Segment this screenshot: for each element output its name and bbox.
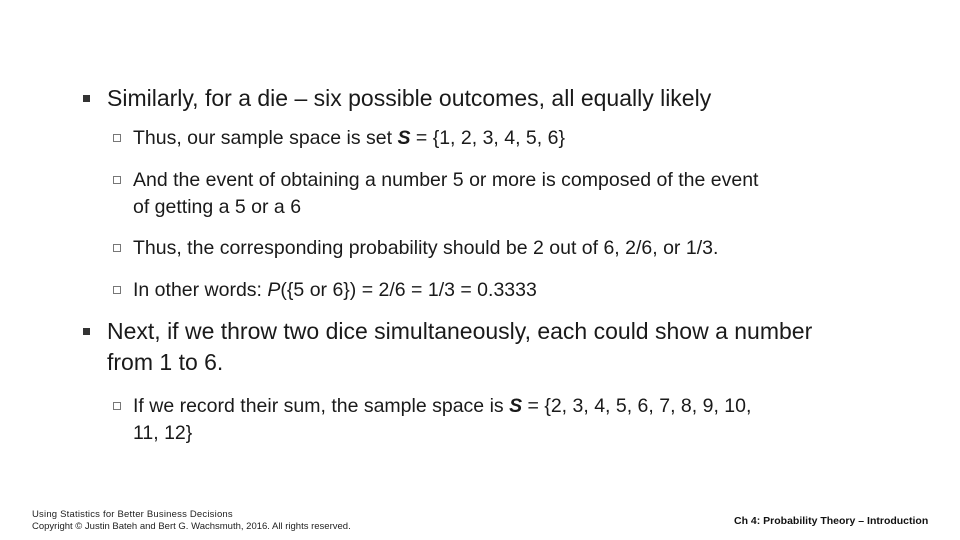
bullet-2-line1: Next, if we throw two dice simultaneously, each could show a number (107, 318, 813, 344)
sub-bullet-1-2 (133, 168, 923, 221)
sub-bullet-1-1-pre: Thus, our sample space is set (133, 127, 398, 149)
sample-space-symbol: S (397, 127, 411, 149)
sub-bullet-1-3-text: Thus, the corresponding probability should be 2 out of 6, 2/6, or 1/3. (133, 237, 719, 259)
footer-chapter: Ch 4: Probability Theory – Introduction (734, 515, 929, 527)
sub-bullet-2-1-line1 (133, 394, 923, 419)
hollow-square-icon (113, 286, 121, 294)
filled-square-icon (83, 95, 90, 102)
probability-symbol: P (267, 279, 281, 301)
bullet-1 (107, 84, 922, 114)
bullet-1-text: Similarly, for a die – six possible outcomes, all equally likely (107, 85, 712, 111)
sub-bullet-1-4-post: ({5 or 6}) = 2/6 = 1/3 = 0.3333 (280, 279, 537, 301)
sub-bullet-2-1 (133, 394, 923, 447)
hollow-square-icon (113, 176, 121, 184)
hollow-square-icon (113, 402, 121, 410)
sub-bullet-2-1-pre: If we record their sum, the sample space is (133, 395, 510, 417)
sub-bullet-1-4-pre: In other words: (133, 279, 268, 301)
footer-left (32, 509, 351, 533)
sub-bullet-2-1-post: = {2, 3, 4, 5, 6, 7, 8, 9, 10, (522, 395, 752, 417)
filled-square-icon (83, 328, 90, 335)
bullet-2-line2: from 1 to 6. (107, 348, 224, 375)
sample-space-symbol-2: S (509, 395, 523, 417)
sub-bullet-1-2-line1: And the event of obtaining a number 5 or more is composed of the event (133, 169, 759, 191)
footer-book-title: Using Statistics for Better Business Decisions (32, 509, 233, 520)
hollow-square-icon (113, 134, 121, 142)
bullet-2 (107, 317, 922, 378)
footer-copyright: Copyright © Justin Bateh and Bert G. Wachsmuth, 2016. All rights reserved. (32, 520, 351, 532)
sub-bullet-2-1-line2: 11, 12} (133, 422, 193, 445)
sub-bullet-1-3 (133, 236, 923, 261)
sub-bullet-1-1 (133, 126, 923, 151)
hollow-square-icon (113, 244, 121, 252)
sub-bullet-1-4 (133, 278, 923, 303)
sub-bullet-1-2-line2: of getting a 5 or a 6 (133, 196, 302, 219)
sub-bullet-1-1-post: = {1, 2, 3, 4, 5, 6} (410, 127, 565, 149)
